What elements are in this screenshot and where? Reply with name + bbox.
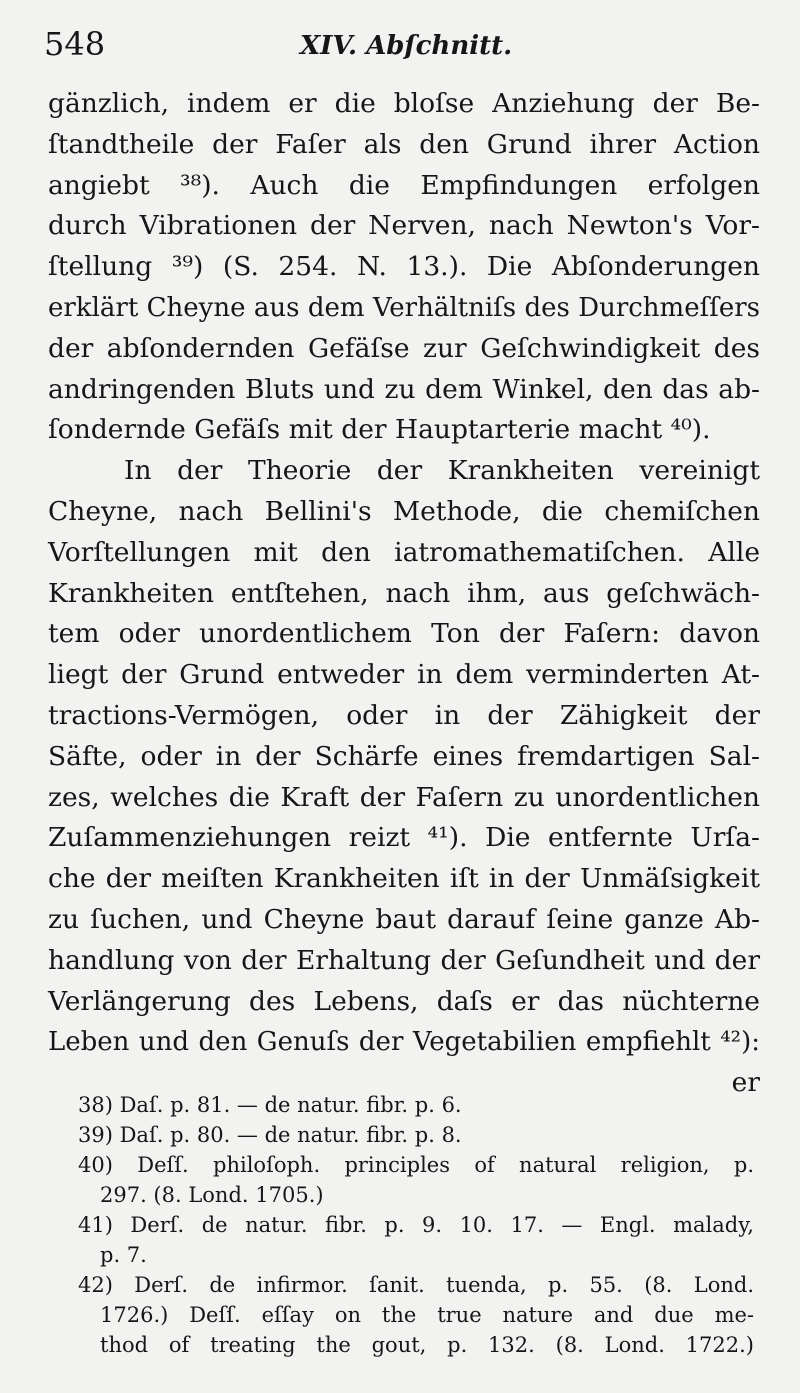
text-line: tem oder unordentlichem Ton der Faſern: davon [48, 618, 760, 650]
text-line: zu ſuchen, und Cheyne baut darauf ſeine ganze Ab- [48, 903, 760, 935]
footnote-42 [78, 1270, 754, 1360]
footnote-line: 41) Derſ. de natur. fibr. p. 9. 10. 17. — Engl. malady, [78, 1213, 754, 1237]
text-line: angiebt ³⁸). Auch die Empfindungen erfolgen [48, 169, 760, 201]
text-line: Vorſtellungen mit den iatromathematiſchen. Alle [48, 536, 760, 568]
footnote-line: 39) Daſ. p. 80. — de natur. fibr. p. 8. [78, 1123, 462, 1147]
text-line: che der meiſten Krankheiten iſt in der Unmäſsigkeit [48, 863, 760, 895]
footnote-line: 297. (8. Lond. 1705.) [100, 1183, 324, 1207]
footnote-line: thod of treating the gout, p. 132. (8. Lond. 1722.) [100, 1333, 754, 1357]
text-line: erklärt Cheyne aus dem Verhältniſs des Durchmeſſers [48, 292, 760, 323]
text-line: andringenden Bluts und zu dem Winkel, den das ab- [48, 373, 760, 405]
text-line: Zuſammenziehungen reizt ⁴¹). Die entfernte Urſa- [48, 822, 760, 854]
running-title: XIV. Abſchnitt. [300, 31, 513, 61]
text-line: tractions-Vermögen, oder in der Zähigkeit der [48, 699, 760, 731]
footnote-line: 38) Daſ. p. 81. — de natur. fibr. p. 6. [78, 1093, 462, 1117]
text-line: zes, welches die Kraft der Faſern zu unordentlichen [48, 781, 760, 813]
footnote-41 [78, 1210, 754, 1270]
text-line: Leben und den Genuſs der Vegetabilien empfiehlt ⁴²): [48, 1027, 760, 1058]
text-line: der abſondernden Gefäſse zur Geſchwindigkeit des [48, 332, 760, 364]
text-line: handlung von der Erhaltung der Geſundheit und der [48, 944, 760, 976]
footnote-line: p. 7. [100, 1243, 147, 1267]
text-line: Krankheiten entſtehen, nach ihm, aus geſchwäch- [48, 577, 760, 609]
text-line: ſtandtheile der Faſer als den Grund ihrer Action [48, 128, 760, 160]
text-line: durch Vibrationen der Nerven, nach Newton's Vor- [48, 210, 760, 242]
text-line: ſondernde Gefäſs mit der Hauptarterie macht ⁴⁰). [48, 414, 711, 446]
footnote-line: 1726.) Deſſ. eſſay on the true nature and due me- [100, 1303, 754, 1327]
page-header [44, 24, 760, 64]
footnote-39 [78, 1120, 754, 1150]
footnote-line: 42) Derſ. de infirmor. ſanit. tuenda, p. 55. (8. Lond. [78, 1273, 754, 1297]
footnote-line: 40) Deſſ. philoſoph. principles of natural religion, p. [78, 1153, 754, 1177]
text-line: Cheyne, nach Bellini's Methode, die chemiſchen [48, 495, 760, 527]
main-text [48, 84, 760, 1104]
footnote-40 [78, 1150, 754, 1210]
text-line: gänzlich, indem er die bloſse Anziehung der Be- [48, 88, 760, 119]
page-number: 548 [44, 25, 106, 63]
footnotes [78, 1090, 754, 1360]
text-line: Verlängerung des Lebens, daſs er das nüchterne [48, 985, 760, 1017]
catchword: er [731, 1067, 760, 1099]
text-line: liegt der Grund entweder in dem verminderten At- [48, 659, 760, 691]
text-line: Säfte, oder in der Schärfe eines fremdartigen Sal- [48, 740, 760, 772]
text-line: In der Theorie der Krankheiten vereinigt [124, 455, 760, 487]
footnote-38 [78, 1090, 754, 1120]
text-line: ſtellung ³⁹) (S. 254. N. 13.). Die Abſonderungen [48, 251, 760, 283]
